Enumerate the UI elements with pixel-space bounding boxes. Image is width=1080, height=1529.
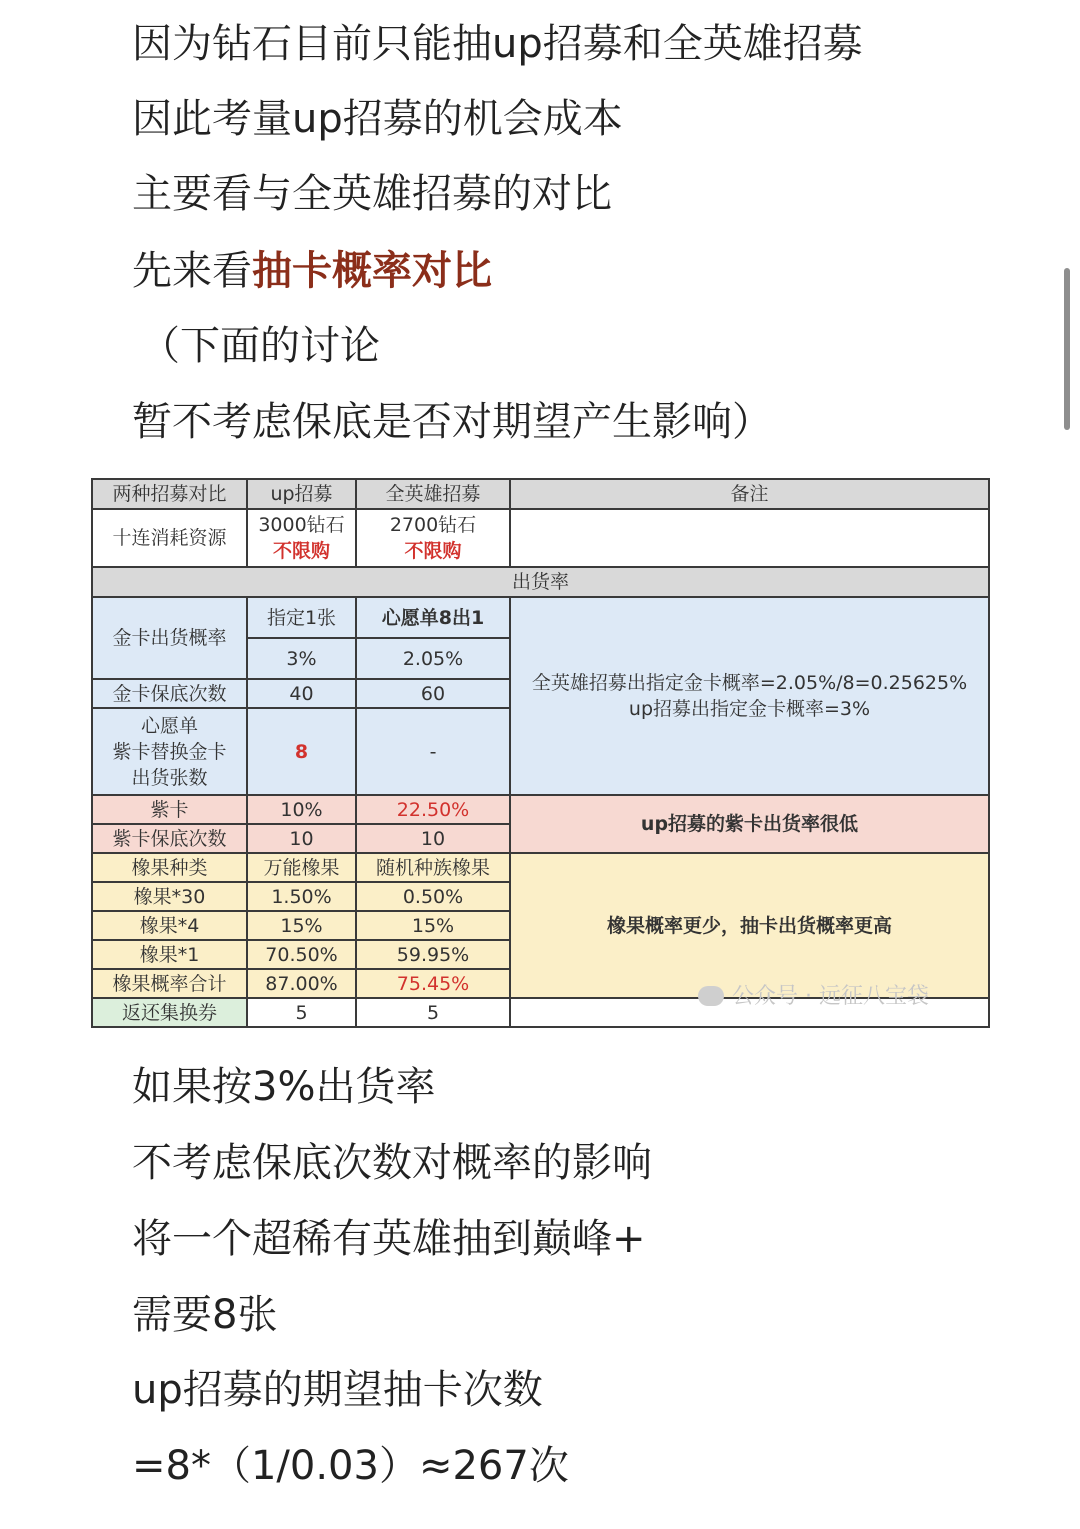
gold-note-line-2: up招募出指定金卡概率=3%	[628, 698, 871, 720]
wish-up: 8	[247, 708, 356, 795]
purple-note: up招募的紫卡出货率很低	[510, 795, 989, 853]
table-row	[92, 479, 989, 509]
intro-line-1: 因为钻石目前只能抽up招募和全英雄招募	[132, 21, 863, 67]
highlight-line	[132, 246, 492, 296]
highlight-text: 抽卡概率对比	[252, 248, 492, 294]
outro-line-3: 将一个超稀有英雄抽到巅峰+	[132, 1216, 646, 1262]
table-row	[92, 795, 989, 824]
acorn4-all: 15%	[356, 911, 510, 940]
gold-pity-label: 金卡保底次数	[92, 679, 247, 708]
cost-all-limit: 不限购	[404, 540, 462, 562]
cost-all-amount: 2700钻石	[389, 514, 477, 536]
acorn-type-label: 橡果种类	[92, 853, 247, 882]
acorn30-all: 0.50%	[356, 882, 510, 911]
acorn1-up: 70.50%	[247, 940, 356, 969]
header-cell: up招募	[247, 479, 356, 509]
table-row	[92, 567, 989, 597]
watermark	[698, 979, 929, 1010]
gold-rate-all-sub: 心愿单8出1	[356, 597, 510, 638]
gold-note-cell	[510, 597, 989, 795]
comparison-table	[91, 478, 990, 1028]
intro-line-3: 主要看与全英雄招募的对比	[132, 171, 612, 217]
outro-line-4: 需要8张	[132, 1292, 278, 1338]
gold-pity-all: 60	[356, 679, 510, 708]
highlight-prefix: 先来看	[132, 248, 252, 294]
header-cell: 两种招募对比	[92, 479, 247, 509]
purple-label: 紫卡	[92, 795, 247, 824]
cost-up-limit: 不限购	[272, 540, 330, 562]
intro-line-2: 因此考量up招募的机会成本	[132, 96, 623, 142]
outro-line-2: 不考虑保底次数对概率的影响	[132, 1140, 652, 1186]
acorn-type-up: 万能橡果	[247, 853, 356, 882]
acorn-total-all: 75.45%	[356, 969, 510, 998]
section-title: 出货率	[92, 567, 989, 597]
acorn30-up: 1.50%	[247, 882, 356, 911]
acorn1-all: 59.95%	[356, 940, 510, 969]
acorn4-label: 橡果*4	[92, 911, 247, 940]
outro-line-6: =8*（1/0.03）≈267次	[132, 1443, 569, 1489]
purple-pity-label: 紫卡保底次数	[92, 824, 247, 853]
note-line-1: （下面的讨论	[140, 323, 380, 369]
acorn-total-up: 87.00%	[247, 969, 356, 998]
table-row	[92, 853, 989, 882]
exchange-up: 5	[247, 998, 356, 1027]
gold-note-line-1: 全英雄招募出指定金卡概率=2.05%/8=0.25625%	[531, 672, 968, 694]
acorn1-label: 橡果*1	[92, 940, 247, 969]
acorn-total-label: 橡果概率合计	[92, 969, 247, 998]
cost-up-cell	[247, 509, 356, 567]
header-cell: 全英雄招募	[356, 479, 510, 509]
scrollbar-thumb[interactable]	[1064, 268, 1070, 430]
cost-note-cell	[510, 509, 989, 567]
table-row	[92, 597, 989, 638]
exchange-label: 返还集换券	[92, 998, 247, 1027]
wish-label-3: 出货张数	[131, 766, 208, 789]
acorn30-label: 橡果*30	[92, 882, 247, 911]
wish-label-1: 心愿单	[140, 714, 198, 737]
purple-all: 22.50%	[356, 795, 510, 824]
note-line-2: 暂不考虑保底是否对期望产生影响）	[132, 399, 772, 445]
header-cell: 备注	[510, 479, 989, 509]
purple-up: 10%	[247, 795, 356, 824]
gold-rate-up-value: 3%	[247, 638, 356, 679]
wish-label-cell	[92, 708, 247, 795]
gold-rate-all-value: 2.05%	[356, 638, 510, 679]
acorn-type-all: 随机种族橡果	[356, 853, 510, 882]
acorn4-up: 15%	[247, 911, 356, 940]
gold-rate-label: 金卡出货概率	[92, 597, 247, 679]
watermark-text: 公众号 · 远征八宝袋	[732, 984, 929, 1009]
cost-all-cell	[356, 509, 510, 567]
outro-line-5: up招募的期望抽卡次数	[132, 1367, 543, 1413]
cost-label: 十连消耗资源	[92, 509, 247, 567]
wechat-icon	[698, 986, 724, 1006]
wish-label-2: 紫卡替换金卡	[112, 740, 227, 763]
outro-line-1: 如果按3%出货率	[132, 1064, 436, 1110]
cost-up-amount: 3000钻石	[258, 514, 345, 536]
gold-rate-up-sub: 指定1张	[247, 597, 356, 638]
gold-pity-up: 40	[247, 679, 356, 708]
acorn-note: 橡果概率更少，抽卡出货概率更高	[510, 853, 989, 998]
wish-all: -	[356, 708, 510, 795]
purple-pity-all: 10	[356, 824, 510, 853]
table-row	[92, 509, 989, 567]
purple-pity-up: 10	[247, 824, 356, 853]
exchange-all: 5	[356, 998, 510, 1027]
